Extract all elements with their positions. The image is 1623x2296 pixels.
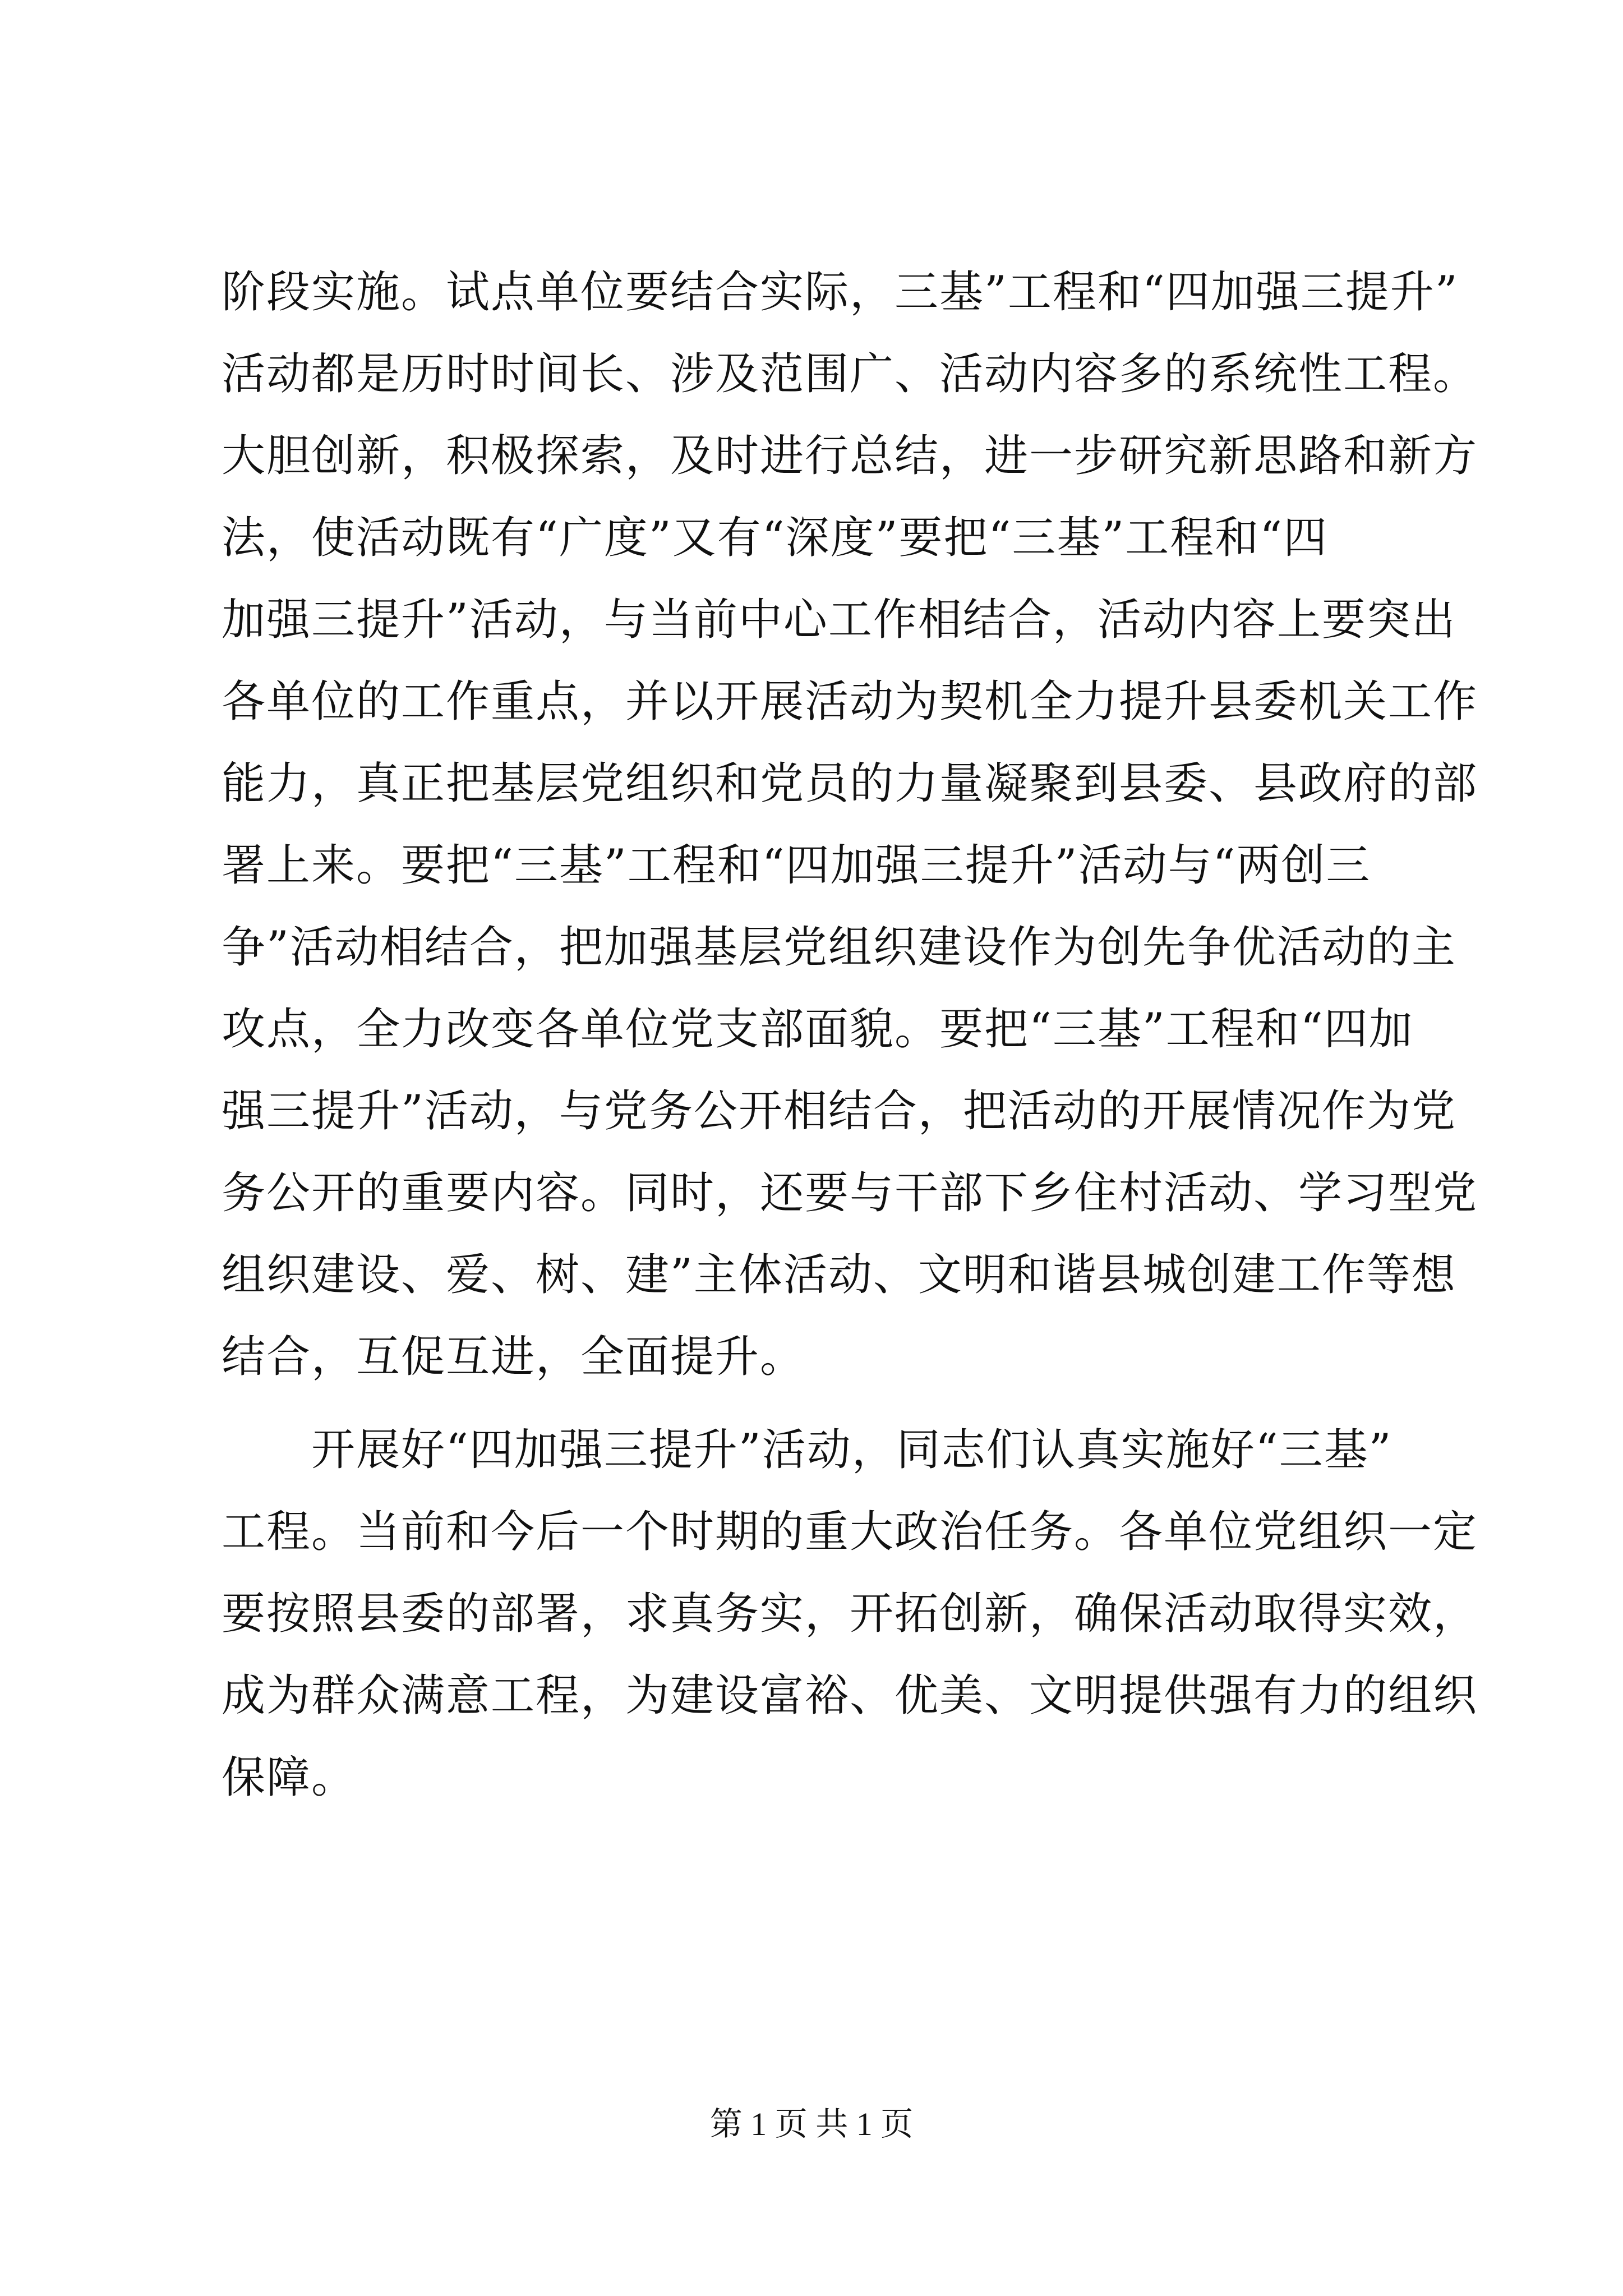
text-line: 大胆创新，积极探索，及时进行总结，进一步研究新思路和新方: [222, 431, 1478, 481]
text-line: 强三提升”活动，与党务公开相结合，把活动的开展情况作为党: [222, 1086, 1456, 1137]
text-line: 阶段实施。试点单位要结合实际，三基”工程和“四加强三提升”: [222, 267, 1459, 318]
page-footer: [0, 2105, 1623, 2144]
text-line: 活动都是历时时间长、涉及范围广、活动内容多的系统性工程。: [222, 349, 1478, 399]
text-line: 署上来。要把“三基”工程和“四加强三提升”活动与“两创三: [222, 840, 1371, 891]
text-line: 各单位的工作重点，并以开展活动为契机全力提升县委机关工作: [222, 677, 1478, 727]
text-line: 结合，互促互进，全面提升。: [222, 1332, 805, 1382]
text-line: 成为群众满意工程，为建设富裕、优美、文明提供强有力的组织: [222, 1671, 1478, 1721]
text-line: 务公开的重要内容。同时，还要与干部下乡住村活动、学习型党: [222, 1168, 1478, 1218]
text-line: 组织建设、爱、树、建”主体活动、文明和谐县城创建工作等想: [222, 1250, 1456, 1300]
text-line: 要按照县委的部署，求真务实，开拓创新，确保活动取得实效，: [222, 1589, 1478, 1639]
document-body: [222, 251, 1478, 1819]
text-line: 能力，真正把基层党组织和党员的力量凝聚到县委、县政府的部: [222, 758, 1478, 809]
text-line: 争”活动相结合，把加强基层党组织建设作为创先争优活动的主: [222, 922, 1456, 973]
text-line: 加强三提升”活动，与当前中心工作相结合，活动内容上要突出: [222, 595, 1456, 645]
text-line: 攻点，全力改变各单位党支部面貌。要把“三基”工程和“四加: [222, 1004, 1414, 1055]
text-line: 工程。当前和今后一个时期的重大政治任务。各单位党组织一定: [222, 1507, 1478, 1557]
text-line: 保障。: [222, 1752, 357, 1803]
text-line: 法，使活动既有“广度”又有“深度”要把“三基”工程和“四: [222, 513, 1329, 563]
page-number: 第 1 页 共 1 页: [709, 2106, 914, 2142]
paragraph-first-line: 开展好“四加强三提升”活动，同志们认真实施好“三基”: [311, 1425, 1393, 1475]
